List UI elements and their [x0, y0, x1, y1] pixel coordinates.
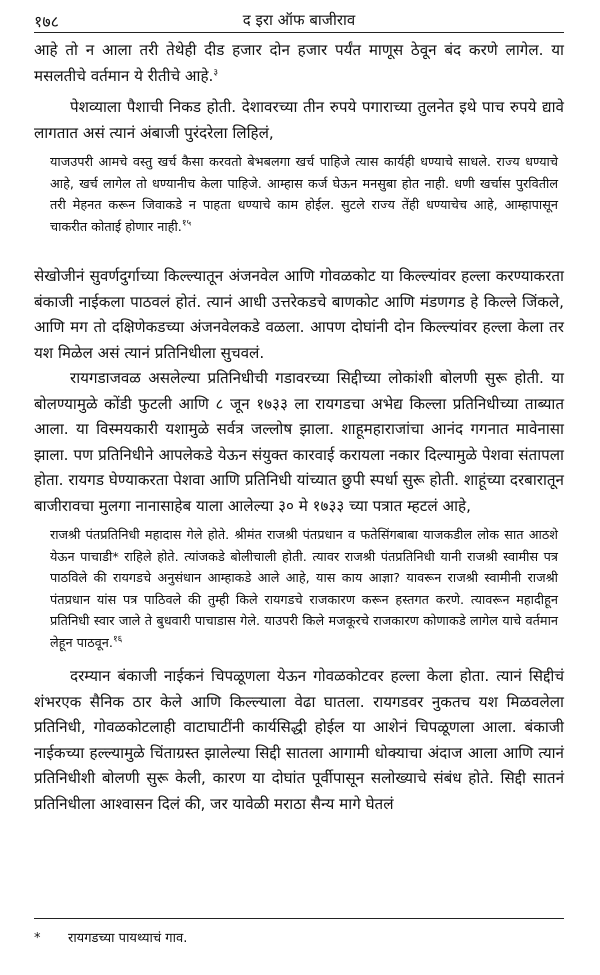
footnote-mark: *	[34, 931, 41, 946]
quotation-1-text: याजउपरी आमचे वस्तु खर्च कैसा करवतो बेभबलगा खर्च पाहिजे त्यास कार्यही धण्याचे साधले. राज्य धण्याचे आहे, खर्च लागेल तो धण्यानीच केला पाहिजे. आम्हास कर्ज घेऊन मनसुबा होत नाही. धणी खर्चास पुरवितील तरी मेहनत करून जिवाकडे न पाहता धण्याचे काम होईल. सुटले राज्य तेंही धण्याचेच आहे, आम्हापासून चाकरीत कोताई होणार नाही.	[50, 155, 558, 235]
paragraph-3: सेखोजीनं सुवर्णदुर्गाच्या किल्ल्यातून अंजनवेल आणि गोवळकोट या किल्ल्यांवर हल्ला करण्याकरता बंकाजी नाईकला पाठवलं होतं. त्यानं आधी उत्तरेकडचे बाणकोट आणि मंडणगड हे किल्ले जिंकले, आणि मग तो दक्षिणेकडच्या अंजनवेलकडे वळला. आपण दोघांनी दोन किल्ल्यांवर हल्ला केला तर यश मिळेल असं त्यानं प्रतिनिधीला सुचवलं.	[34, 267, 564, 362]
running-title: द इरा ऑफ बाजीराव	[242, 11, 356, 29]
page-body	[34, 38, 564, 817]
reference-16: १६	[112, 634, 123, 645]
page-header	[34, 8, 564, 33]
paragraph-5: दरम्यान बंकाजी नाईकनं चिपळूणला येऊन गोवळकोटवर हल्ला केला होता. त्यानं सिद्दीचं शंभरएक सैनिक ठार केले आणि किल्ल्याला वेढा घातला. रायगडवर नुकतच यश मिळवलेला प्रतिनिधी, गोवळकोटलाही वाटाघाटींनी कार्यसिद्धी होईल या आशेनं चिपळूणला आला. बंकाजी नाईकच्या हल्ल्यामुळे चिंताग्रस्त झालेल्या सिद्दी सातला आगामी धोक्याचा अंदाज आला आणि त्यानं प्रतिनिधीशी बोलणी सुरू केली, कारण या दोघांत पूर्वीपासून सलोख्याचे संबंध होते. सिद्दी सातनं प्रतिनिधीला आश्वासन दिलं की, जर यावेळी मराठा सैन्य मागे घेतलं	[34, 667, 564, 813]
quotation-2	[34, 525, 564, 654]
paragraph-1	[34, 38, 564, 89]
quotation-1	[34, 152, 564, 238]
page-number: १७८	[34, 12, 59, 31]
footnote-text: रायगडच्या पायथ्याचं गाव.	[68, 931, 188, 946]
reference-15: १५	[181, 218, 192, 229]
paragraph-4: रायगडाजवळ असलेल्या प्रतिनिधीची गडावरच्या सिद्दीच्या लोकांशी बोलणी सुरू होती. या बोलण्यामुळे कोंडी फुटली आणि ८ जून १७३३ ला रायगडचा अभेद्य किल्ला प्रतिनिधीच्या ताब्यात आला. या विस्मयकारी यशामुळे सर्वत्र जल्लोष झाला. शाहूमहाराजांचा आनंद गगनात मावेनासा झाला. पण प्रतिनिधीने आपलेकडे येऊन संयुक्त कारवाई करायला नकार दिल्यामुळे पेशवा संतापला होता. रायगड घेण्याकरता पेशवा आणि प्रतिनिधी यांच्यात छुपी स्पर्धा सुरू होती. शाहूंच्या दरबारातून बाजीरावचा मुलगा नानासाहेब याला आलेल्या ३० मे १७३३ च्या पत्रात म्हटलं आहे,	[34, 369, 564, 515]
footnote-divider	[34, 918, 564, 919]
paragraph-1-text: आहे तो न आला तरी तेथेही दीड हजार दोन हजार पर्यंत माणूस ठेवून बंद करणे लागेल. या मसलतीचे वर्तमान ये रीतीचे आहे.	[34, 41, 564, 85]
footnote	[34, 928, 564, 946]
quotation-2-text: राजश्री पंतप्रतिनिधी महादास गेले होते. श्रीमंत राजश्री पंतप्रधान व फतेसिंगबाबा याजकडील लोक सात आठशे येऊन पाचाडी* राहिले होते. त्यांजकडे बोलीचाली होती. त्यावर राजश्री पंतप्रतिनिधी यानी राजश्री स्वामीस पत्र पाठविले की रायगडचे अनुसंधान आम्हाकडे आले आहे, यास काय आज्ञा? यावरून राजश्री स्वामीनी राजश्री पंतप्रधान यांस पत्र पाठिवले की तुम्ही किले रायगडचे राजकारण करून हस्तगत करणे. त्यावरून महादीहून प्रतिनिधी स्वार जाले ते बुधवारी पाचाडास गेले. याउपरी किले मजकूरचे राजकारण कोणाकडे लागेल याचे वर्तमान लेहून पाठवून.	[50, 528, 558, 651]
reference-3: ३	[213, 67, 219, 78]
paragraph-2: पेशव्याला पैशाची निकड होती. देशावरच्या तीन रुपये पगाराच्या तुलनेत इथे पाच रुपये द्यावे लागतात असं त्यानं अंबाजी पुरंदरेला लिहिलं,	[34, 98, 564, 142]
